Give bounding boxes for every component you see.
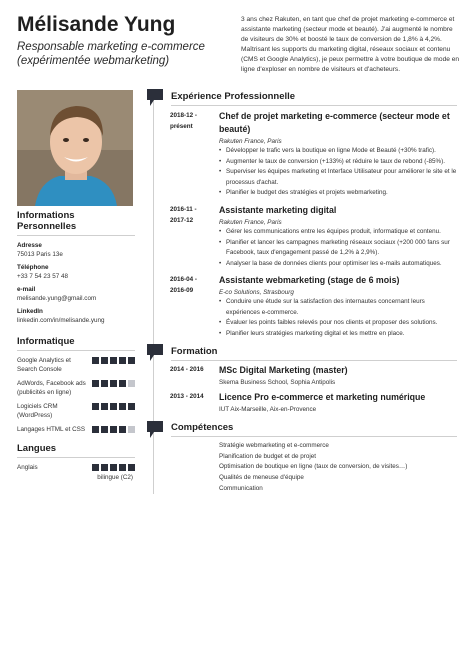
job-bullet: • Superviser les équipes marketing et Interface Utilisateur pour améliorer le site et le processus d'achat. xyxy=(219,167,459,188)
address-value: 75013 Paris 13e xyxy=(17,251,63,258)
job-company: Rakuten France, Paris xyxy=(219,219,282,226)
education-marker-icon xyxy=(147,344,163,362)
linkedin-label: LinkedIn xyxy=(17,308,43,315)
level-dot-filled xyxy=(92,380,99,387)
experience-marker-icon xyxy=(147,89,163,107)
skills-marker-icon xyxy=(147,421,163,439)
skill-level-rating xyxy=(92,357,135,364)
job-bullet: • Évaluer les points faibles relevés pour nos clients et proposer des solutions. xyxy=(219,318,459,329)
level-dot-filled xyxy=(92,426,99,433)
candidate-name: Mélisande Yung xyxy=(17,13,176,36)
level-dot-filled xyxy=(128,403,135,410)
job-bullets xyxy=(219,227,459,269)
it-skill-row xyxy=(17,379,135,397)
experience-heading: Expérience Professionnelle xyxy=(171,91,457,106)
left-column xyxy=(17,210,135,481)
level-dot-filled xyxy=(119,357,126,364)
level-dot-filled xyxy=(128,357,135,364)
skill-level-rating xyxy=(92,380,135,387)
it-skill-name: Langages HTML et CSS xyxy=(17,426,86,433)
it-skill-row xyxy=(17,356,135,374)
skill-level-rating xyxy=(92,403,135,410)
it-skill-row xyxy=(17,425,135,434)
profile-photo xyxy=(17,90,133,206)
job-bullet: • Planifier leurs stratégies marketing digital et les mettre en place. xyxy=(219,329,459,340)
personal-info-heading: Informations Personnelles xyxy=(17,210,135,236)
level-dot-filled xyxy=(110,403,117,410)
languages-heading: Langues xyxy=(17,443,135,458)
skill-item: Communication xyxy=(219,484,263,492)
skills-list xyxy=(219,441,459,495)
skill-level-rating xyxy=(92,464,135,471)
level-dot-filled xyxy=(101,426,108,433)
level-dot-filled xyxy=(101,464,108,471)
it-skill-name: AdWords, Facebook ads (publicités en ligne) xyxy=(17,380,86,396)
degree-title: MSc Digital Marketing (master) xyxy=(219,365,348,375)
level-dot-empty xyxy=(128,380,135,387)
skill-item: Qualités de meneuse d'équipe xyxy=(219,474,304,482)
education-date: 2014 - 2016 xyxy=(170,366,204,373)
level-dot-filled xyxy=(92,464,99,471)
job-bullets xyxy=(219,297,459,339)
it-skill-name: Google Analytics et Search Console xyxy=(17,357,71,373)
job-title: Chef de projet marketing e-commerce (secteur mode et beauté) xyxy=(219,111,450,134)
candidate-subtitle: Responsable marketing e-commerce (expérimentée webmarketing) xyxy=(17,41,205,67)
it-skills-list xyxy=(17,356,135,434)
level-dot-empty xyxy=(128,426,135,433)
job-company: E-co Solutions, Strasbourg xyxy=(219,289,294,296)
email-value[interactable]: melisande.yung@gmail.com xyxy=(17,295,97,302)
level-dot-filled xyxy=(128,464,135,471)
job-bullet: • Analyser la base de données clients pour optimiser les e-mails automatiques. xyxy=(219,259,459,270)
phone-label: Téléphone xyxy=(17,264,49,271)
level-dot-filled xyxy=(101,403,108,410)
profile-summary: 3 ans chez Rakuten, en tant que chef de projet marketing e-commerce et assistante marketing (secteur mode et beauté). J'ai augmenté le nombre de visiteurs de 30% et boosté le taux de conversion de 1,8% à 4,2%. Maîtrisant les supports du marketing digital, réseaux sociaux et contenu (CMS et Google Analytics), je peux permettre à votre boutique de mode en ligne d'exploser en nombre de visiteurs et d'acheteurs. xyxy=(241,16,460,73)
level-dot-filled xyxy=(101,380,108,387)
job-bullet: • Planifier le budget des stratégies et projets webmarketing. xyxy=(219,188,459,199)
job-company: Rakuten France, Paris xyxy=(219,138,282,145)
job-bullet: • Gérer les communications entre les équipes produit, informatique et contenu. xyxy=(219,227,459,238)
skill-item: Planification de budget et de projet xyxy=(219,452,316,460)
level-dot-filled xyxy=(119,380,126,387)
skills-heading: Compétences xyxy=(171,422,457,437)
email-label: e-mail xyxy=(17,286,36,293)
skill-item: Optimisation de boutique en ligne (taux de conversion, de visites…) xyxy=(219,463,408,471)
language-level-note: bilingue (C2) xyxy=(97,474,133,481)
experience-date: 2016-04 - 2016-09 xyxy=(170,276,197,294)
level-dot-filled xyxy=(101,357,108,364)
job-bullet: • Conduire une étude sur la satisfaction des internautes concernant leurs expériences e-commerce. xyxy=(219,297,459,318)
linkedin-value[interactable]: linkedin.com/in/melisande.yung xyxy=(17,317,105,324)
address-label: Adresse xyxy=(17,242,42,249)
job-bullet: • Augmenter le taux de conversion (+133%) et réduire le taux de rebond (-85%). xyxy=(219,157,459,168)
experience-date: 2018-12 - présent xyxy=(170,112,197,130)
job-title: Assistante marketing digital xyxy=(219,205,337,215)
skill-item: Stratégie webmarketing et e-commerce xyxy=(219,442,329,449)
it-skill-name: Logiciels CRM (WordPress) xyxy=(17,403,58,419)
profile-photo-image xyxy=(17,90,133,206)
level-dot-filled xyxy=(110,380,117,387)
level-dot-filled xyxy=(92,403,99,410)
language-name: Anglais xyxy=(17,464,38,471)
level-dot-filled xyxy=(119,426,126,433)
job-title: Assistante webmarketing (stage de 6 mois) xyxy=(219,275,400,285)
level-dot-filled xyxy=(119,403,126,410)
education-heading: Formation xyxy=(171,346,457,361)
level-dot-filled xyxy=(119,464,126,471)
it-skills-heading: Informatique xyxy=(17,336,135,351)
job-bullet: • Développer le trafic vers la boutique en ligne Mode et Beauté (+30% trafic). xyxy=(219,146,459,157)
degree-school: IUT Aix-Marseille, Aix-en-Provence xyxy=(219,406,317,413)
level-dot-filled xyxy=(110,357,117,364)
level-dot-filled xyxy=(110,464,117,471)
experience-date: 2016-11 - 2017-12 xyxy=(170,206,197,224)
job-bullet: • Planifier et lancer les campagnes marketing réseaux sociaux (+200 000 fans sur Facebook, taux d'engagement passé de 1,2% à 2,9%). xyxy=(219,238,459,259)
level-dot-filled xyxy=(92,357,99,364)
education-date: 2013 - 2014 xyxy=(170,393,204,400)
degree-title: Licence Pro e-commerce et marketing numérique xyxy=(219,392,426,402)
languages-list xyxy=(17,463,135,481)
level-dot-filled xyxy=(110,426,117,433)
it-skill-row xyxy=(17,402,135,420)
degree-school: Skema Business School, Sophia Antipolis xyxy=(219,379,336,386)
phone-value: +33 7 54 23 57 48 xyxy=(17,273,68,280)
job-bullets xyxy=(219,146,459,199)
skill-level-rating xyxy=(92,426,135,433)
language-row xyxy=(17,463,135,472)
